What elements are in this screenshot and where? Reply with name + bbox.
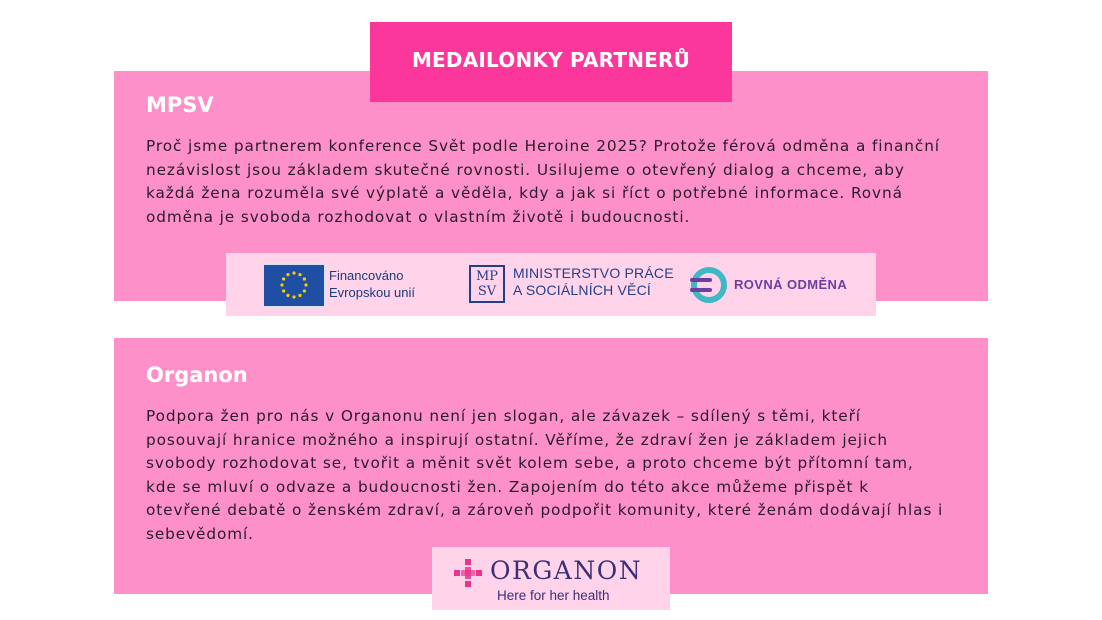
eu-funding-label [329,267,415,301]
organon-tagline: Here for her health [497,588,610,603]
partner-description: Podpora žen pro nás v Organonu není jen slogan, ale závazek – sdílený s těmi, kteří posouvají hranice možného a inspirují ostatní. Věříme, že zdraví žen je základem jejich svobody rozhodovat se, tvořit a měnit svět kolem sebe, a proto chceme být přítomní tam, kde se mluví o odvaze a budoucnosti žen. Zapojením do této akce můžeme přispět k otevřené debatě o ženském zdraví, a zároveň podpořit komunity, které ženám dodávají hlas i sebevědomí. [146,407,944,543]
partner-description: Proč jsme partnerem konference Svět podle Heroine 2025? Protože férová odměna a finanční nezávislost jsou základem skutečné rovnosti. Usilujeme o otevřený dialog a chceme, aby každá žena rozuměla své výplatě a věděla, kdy a jak si říct o potřebné informace. Rovná odměna je svoboda rozhodovat o vlastním životě i budoucnosti. [146,137,940,226]
section-title: MEDAILONKY PARTNERŮ [411,48,691,72]
organon-logo [432,547,670,610]
eu-flag-icon [263,264,325,307]
mpsv-mark-bottom: SV [477,284,497,299]
mpsv-logo-strip [226,253,876,316]
rovna-odmena-label: ROVNÁ ODMĚNA [734,277,848,292]
mpsv-mark-top: MP [475,269,499,284]
eu-funding-line2: Evropskou unií [329,285,415,300]
organon-cross-icon [452,557,484,589]
mpsv-label-line2: A SOCIÁLNÍCH VĚCÍ [513,282,651,298]
organon-wordmark: ORGANON [490,556,643,585]
rovna-odmena-icon [688,266,728,304]
partner-name: Organon [146,363,248,387]
section-header [370,22,732,102]
eu-funding-line1: Financováno [329,268,404,283]
mpsv-logo-icon [469,265,505,303]
partner-name: MPSV [146,93,214,117]
mpsv-label-line1: MINISTERSTVO PRÁCE [513,265,674,281]
mpsv-logo-label [513,265,674,299]
